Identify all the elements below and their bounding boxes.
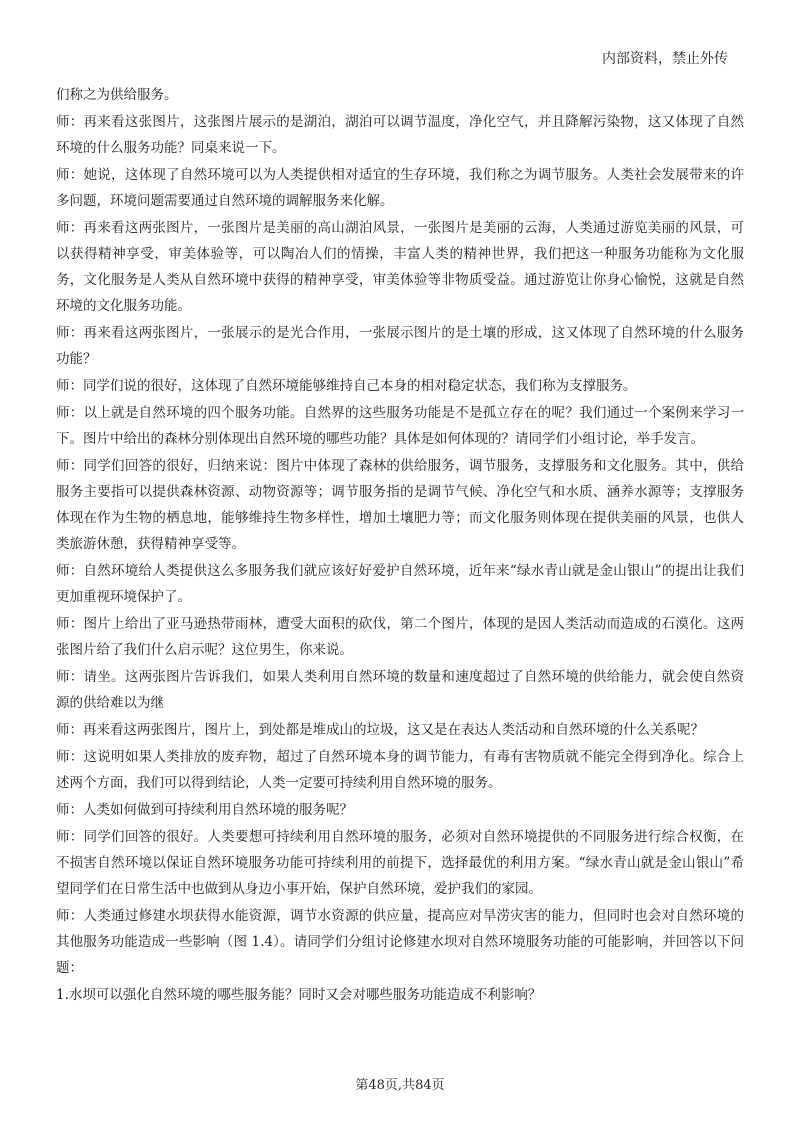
paragraph: 师：再来看这两张图片，图片上，到处都是堆成山的垃圾，这又是在表达人类活动和自然环境的什么关系呢？ [56, 722, 704, 738]
paragraph: 师：以上就是自然环境的四个服务功能。自然界的这些服务功能是不是孤立存在的呢？我们通过一个案例来学习一下。图片中给出的森林分别体现出自然环境的哪些功能？具体是如何体现的？请同学们小组讨论，举手发言。 [56, 405, 744, 447]
question-item: 1.水坝可以强化自然环境的哪些服务能？同时又会对哪些服务功能造成不利影响？ [56, 987, 542, 1003]
paragraph: 师：这说明如果人类排放的废弃物，超过了自然环境本身的调节能力，有毒有害物质就不能完全得到净化。综合上述两个方面，我们可以得到结论，人类一定要可持续利用自然环境的服务。 [56, 749, 744, 791]
paragraph: 师：图片上给出了亚马逊热带雨林，遭受大面积的砍伐，第二个图片，体现的是因人类活动而造成的石漠化。这两张图片给了我们什么启示呢？这位男生，你来说。 [56, 616, 744, 658]
confidential-notice: 内部资料，禁止外传 [602, 51, 728, 67]
paragraph: 师：再来看这张图片，这张图片展示的是湖泊，湖泊可以调节温度，净化空气，并且降解污染物，这又体现了自然环境的什么服务功能？同桌来说一下。 [56, 114, 744, 156]
paragraph: 师：再来看这两张图片，一张图片是美丽的高山湖泊风景，一张图片是美丽的云海，人类通过游览美丽的风景，可以获得精神享受，审美体验等，可以陶冶人们的情操，丰富人类的精神世界，我们把这一种服务功能称为文化服务，文化服务是人类从自然环境中获得的精神享受，审美体验等非物质受益。通过游览让你身心愉悦，这就是自然环境的文化服务功能。 [56, 220, 744, 314]
paragraph: 们称之为供给服务。 [56, 87, 178, 103]
paragraph: 师：人类通过修建水坝获得水能资源，调节水资源的供应量，提高应对旱涝灾害的能力，但同时也会对自然环境的其他服务功能造成一些影响（图 1.4）。请同学们分组讨论修建水坝对自然环境服务功能的可能影响，并回答以下问题： [56, 908, 744, 976]
paragraph: 师：自然环境给人类提供这么多服务我们就应该好好爱护自然环境，近年来“绿水青山就是金山银山”的提出让我们更加重视环境保护了。 [56, 563, 744, 605]
paragraph: 师：人类如何做到可持续利用自然环境的服务呢？ [56, 802, 353, 818]
document-body [56, 82, 744, 1009]
paragraph: 师：同学们说的很好，这体现了自然环境能够维持自己本身的相对稳定状态，我们称为支撑服务。 [56, 378, 637, 394]
paragraph: 师：请坐。这两张图片告诉我们，如果人类利用自然环境的数量和速度超过了自然环境的供给能力，就会使自然资源的供给难以为继 [56, 669, 744, 711]
paragraph: 师：再来看这两张图片，一张展示的是光合作用，一张展示图片的是土壤的形成，这又体现了自然环境的什么服务功能？ [56, 325, 744, 367]
paragraph: 师：同学们回答的很好。人类要想可持续利用自然环境的服务，必须对自然环境提供的不同服务进行综合权衡，在不损害自然环境以保证自然环境服务功能可持续利用的前提下，选择最优的利用方案。“绿水青山就是金山银山”希望同学们在日常生活中也做到从身边小事开始，保护自然环境，爱护我们的家园。 [56, 829, 744, 897]
paragraph: 师：她说，这体现了自然环境可以为人类提供相对适宜的生存环境，我们称之为调节服务。人类社会发展带来的许多问题，环境问题需要通过自然环境的调解服务来化解。 [56, 167, 744, 209]
paragraph: 师：同学们回答的很好，归纳来说：图片中体现了森林的供给服务，调节服务，支撑服务和文化服务。其中，供给服务主要指可以提供森林资源、动物资源等；调节服务指的是调节气候、净化空气和水质、涵养水源等；支撑服务体现在作为生物的栖息地，能够维持生物多样性，增加土壤肥力等；而文化服务则体现在提供美丽的风景，也供人类旅游休憩，获得精神享受等。 [56, 458, 744, 552]
page-number: 第48页,共84页 [355, 1078, 445, 1093]
